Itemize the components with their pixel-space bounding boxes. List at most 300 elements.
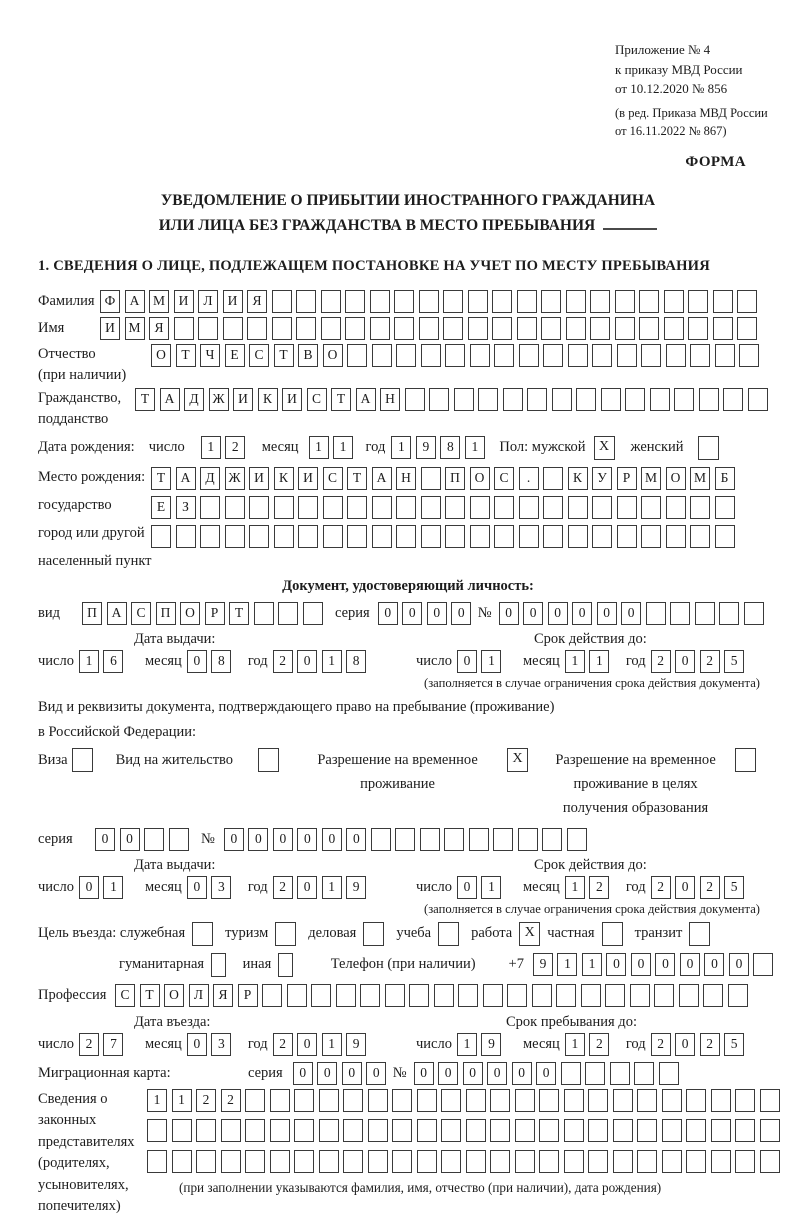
char-cell xyxy=(368,1089,388,1112)
residence-doc-dates xyxy=(38,857,778,917)
purpose-business-checkbox xyxy=(363,922,384,946)
appendix-line: от 10.12.2020 № 856 xyxy=(615,81,728,96)
char-cell xyxy=(169,828,189,851)
char-cell xyxy=(664,317,684,340)
residence-expiry-heading: Срок действия до: xyxy=(534,856,647,873)
char-cell xyxy=(517,317,537,340)
char-cell xyxy=(637,1119,657,1142)
issue-year-cells xyxy=(273,650,371,673)
representatives-note: (при заполнении указываются фамилия, имя, отчество (при наличии), дата рождения) xyxy=(179,1180,662,1195)
char-cell: 1 xyxy=(465,436,485,459)
char-cell: 3 xyxy=(211,1033,231,1056)
char-cell xyxy=(200,496,220,519)
stay-year-label: год xyxy=(625,1035,646,1052)
char-cell xyxy=(298,525,318,548)
representatives-label: Сведения о законных представителях (родителях, усыновителях, попечителях) xyxy=(38,1090,135,1214)
char-cell xyxy=(372,525,392,548)
entry-dates xyxy=(38,1014,778,1056)
char-cell xyxy=(144,828,164,851)
char-cell xyxy=(221,1150,241,1173)
char-cell: 1 xyxy=(557,953,577,976)
char-cell: П xyxy=(82,602,102,625)
birthplace-row3 xyxy=(151,525,739,548)
issue-month-cells xyxy=(187,650,236,673)
doc-number-cells xyxy=(499,602,769,625)
char-cell: 0 xyxy=(120,828,140,851)
char-cell xyxy=(468,290,488,313)
char-cell: 0 xyxy=(675,650,695,673)
char-cell xyxy=(517,290,537,313)
char-cell: 2 xyxy=(700,876,720,899)
char-cell xyxy=(319,1089,339,1112)
issue-month-label: месяц xyxy=(144,652,182,669)
purpose-humanitarian-label: гуманитарная xyxy=(119,956,205,972)
char-cell: 8 xyxy=(440,436,460,459)
temp-residence-edu-label: Разрешение на временное проживание в целях получения образования xyxy=(555,751,716,816)
char-cell xyxy=(198,317,218,340)
representatives-row3 xyxy=(147,1150,784,1173)
char-cell: 0 xyxy=(297,650,317,673)
expiry-date-heading: Срок действия до: xyxy=(534,630,647,647)
char-cell: 0 xyxy=(322,828,342,851)
char-cell xyxy=(552,388,572,411)
expiry-year-label: год xyxy=(625,652,646,669)
char-cell xyxy=(666,496,686,519)
name-label: Имя xyxy=(38,319,65,336)
stay-until-heading: Срок пребывания до: xyxy=(506,1013,637,1030)
expiry-month-cells xyxy=(565,650,614,673)
char-cell: С xyxy=(249,344,269,367)
char-cell xyxy=(674,388,694,411)
char-cell xyxy=(564,1150,584,1173)
char-cell xyxy=(646,602,666,625)
sex-male-checkbox: X xyxy=(594,436,615,460)
char-cell: 0 xyxy=(317,1062,337,1085)
char-cell xyxy=(323,525,343,548)
doc-type-cells xyxy=(82,602,327,625)
char-cell: 1 xyxy=(79,650,99,673)
char-cell xyxy=(515,1089,535,1112)
char-cell xyxy=(744,602,764,625)
char-cell xyxy=(590,290,610,313)
char-cell: Я xyxy=(213,984,233,1007)
char-cell xyxy=(753,953,773,976)
char-cell: 1 xyxy=(309,436,329,459)
char-cell xyxy=(568,496,588,519)
char-cell: 2 xyxy=(273,1033,293,1056)
char-cell: 0 xyxy=(621,602,641,625)
char-cell xyxy=(737,290,757,313)
phone-cells xyxy=(533,953,778,976)
char-cell xyxy=(670,602,690,625)
char-cell xyxy=(543,525,563,548)
stay-month-label: месяц xyxy=(522,1035,560,1052)
char-cell: 0 xyxy=(95,828,115,851)
char-cell: М xyxy=(149,290,169,313)
char-cell: И xyxy=(298,467,318,490)
birthdate-label: Дата рождения: xyxy=(38,438,135,455)
char-cell: И xyxy=(249,467,269,490)
char-cell: 1 xyxy=(457,1033,477,1056)
issue-day-cells xyxy=(79,650,128,673)
profession-cells xyxy=(115,984,752,1007)
char-cell xyxy=(417,1089,437,1112)
char-cell xyxy=(483,984,503,1007)
surname-label: Фамилия xyxy=(38,292,95,309)
residence-series-label: серия xyxy=(38,830,73,847)
char-cell xyxy=(564,1089,584,1112)
char-cell: С xyxy=(494,467,514,490)
residence-issue-day-cells xyxy=(79,876,128,899)
char-cell: 1 xyxy=(481,650,501,673)
char-cell xyxy=(592,496,612,519)
char-cell: 1 xyxy=(322,650,342,673)
char-cell xyxy=(564,1119,584,1142)
char-cell xyxy=(278,602,298,625)
char-cell: 8 xyxy=(211,650,231,673)
char-cell: Т xyxy=(140,984,160,1007)
char-cell xyxy=(405,388,425,411)
char-cell xyxy=(347,344,367,367)
char-cell: 5 xyxy=(724,650,744,673)
entry-month-label: месяц xyxy=(144,1035,182,1052)
stay-year-cells xyxy=(651,1033,749,1056)
char-cell xyxy=(466,1119,486,1142)
purpose-row2 xyxy=(119,953,778,977)
char-cell xyxy=(345,290,365,313)
char-cell xyxy=(561,1062,581,1085)
char-cell: А xyxy=(125,290,145,313)
char-cell xyxy=(223,317,243,340)
char-cell xyxy=(287,984,307,1007)
entry-date-heading: Дата въезда: xyxy=(134,1013,211,1030)
char-cell: К xyxy=(258,388,278,411)
char-cell: С xyxy=(131,602,151,625)
char-cell xyxy=(221,1119,241,1142)
char-cell xyxy=(372,496,392,519)
form-title-line2: ИЛИ ЛИЦА БЕЗ ГРАЖДАНСТВА В МЕСТО ПРЕБЫВАНИЯ xyxy=(38,213,778,238)
char-cell xyxy=(617,525,637,548)
representatives-block xyxy=(38,1089,778,1218)
purpose-tourism-checkbox xyxy=(275,922,296,946)
char-cell xyxy=(396,344,416,367)
char-cell xyxy=(347,496,367,519)
char-cell xyxy=(370,290,390,313)
char-cell xyxy=(319,1150,339,1173)
char-cell xyxy=(470,525,490,548)
char-cell: 3 xyxy=(211,876,231,899)
sex-female-checkbox xyxy=(698,436,719,460)
stay-day-cells xyxy=(457,1033,506,1056)
char-cell: И xyxy=(100,317,120,340)
purpose-row xyxy=(38,922,778,946)
appendix-line: Приложение № 4 xyxy=(615,42,711,57)
char-cell: 9 xyxy=(533,953,553,976)
char-cell: О xyxy=(470,467,490,490)
name-row xyxy=(38,317,778,340)
char-cell: 0 xyxy=(675,876,695,899)
char-cell xyxy=(576,388,596,411)
residence-permit-checkbox xyxy=(258,748,279,772)
char-cell: 0 xyxy=(297,1033,317,1056)
residence-expiry-day-cells xyxy=(457,876,506,899)
purpose-label: Цель въезда: служебная xyxy=(38,925,186,941)
birthdate-month-label: месяц xyxy=(261,438,299,455)
char-cell xyxy=(503,388,523,411)
char-cell xyxy=(429,388,449,411)
purpose-official-checkbox xyxy=(192,922,213,946)
char-cell: П xyxy=(156,602,176,625)
char-cell xyxy=(458,984,478,1007)
stay-day-label: число xyxy=(416,1035,452,1052)
char-cell xyxy=(493,828,513,851)
char-cell: С xyxy=(307,388,327,411)
char-cell xyxy=(494,525,514,548)
char-cell xyxy=(711,1089,731,1112)
char-cell xyxy=(690,344,710,367)
char-cell xyxy=(445,525,465,548)
char-cell: 1 xyxy=(322,1033,342,1056)
char-cell xyxy=(662,1119,682,1142)
char-cell: 5 xyxy=(724,876,744,899)
char-cell: 7 xyxy=(103,1033,123,1056)
citizenship-cells xyxy=(135,388,772,411)
char-cell xyxy=(323,496,343,519)
residence-issue-year-label: год xyxy=(247,878,268,895)
visa-label: Виза xyxy=(38,751,68,768)
char-cell: 1 xyxy=(201,436,221,459)
char-cell: Д xyxy=(184,388,204,411)
char-cell: У xyxy=(592,467,612,490)
char-cell: В xyxy=(298,344,318,367)
char-cell xyxy=(409,984,429,1007)
char-cell xyxy=(441,1089,461,1112)
char-cell xyxy=(147,1150,167,1173)
char-cell xyxy=(541,317,561,340)
char-cell xyxy=(625,388,645,411)
char-cell xyxy=(490,1150,510,1173)
char-cell: 0 xyxy=(704,953,724,976)
birthplace-cells xyxy=(151,467,739,548)
residence-series-cells xyxy=(95,828,193,851)
char-cell: 0 xyxy=(463,1062,483,1085)
residence-issue-month-label: месяц xyxy=(144,878,182,895)
char-cell: 0 xyxy=(297,828,317,851)
residence-issue-month-cells xyxy=(187,876,236,899)
char-cell xyxy=(686,1089,706,1112)
char-cell: 0 xyxy=(729,953,749,976)
char-cell: Ч xyxy=(200,344,220,367)
char-cell: 0 xyxy=(224,828,244,851)
char-cell xyxy=(748,388,768,411)
char-cell xyxy=(421,467,441,490)
char-cell: Ж xyxy=(209,388,229,411)
char-cell xyxy=(272,317,292,340)
char-cell xyxy=(556,984,576,1007)
temp-residence-option xyxy=(297,748,528,796)
profession-label: Профессия xyxy=(38,986,107,1003)
profession-row xyxy=(38,984,778,1007)
patronymic-cells xyxy=(151,344,764,367)
residence-permit-label: Вид на жительство xyxy=(115,751,234,768)
char-cell: 0 xyxy=(297,876,317,899)
char-cell xyxy=(468,317,488,340)
char-cell xyxy=(444,828,464,851)
char-cell xyxy=(630,984,650,1007)
identity-doc-dates xyxy=(38,631,778,691)
char-cell: 2 xyxy=(221,1089,241,1112)
char-cell xyxy=(699,388,719,411)
char-cell xyxy=(249,525,269,548)
char-cell xyxy=(654,984,674,1007)
char-cell xyxy=(343,1089,363,1112)
char-cell: 0 xyxy=(346,828,366,851)
char-cell: А xyxy=(356,388,376,411)
char-cell: 1 xyxy=(322,876,342,899)
char-cell xyxy=(345,317,365,340)
residence-number-cells xyxy=(224,828,592,851)
char-cell xyxy=(396,496,416,519)
char-cell xyxy=(466,1150,486,1173)
char-cell xyxy=(247,317,267,340)
char-cell xyxy=(245,1119,265,1142)
char-cell: . xyxy=(519,467,539,490)
char-cell xyxy=(519,496,539,519)
char-cell xyxy=(760,1150,780,1173)
birthdate-month-cells xyxy=(309,436,358,459)
char-cell xyxy=(392,1089,412,1112)
char-cell: Т xyxy=(274,344,294,367)
char-cell xyxy=(274,525,294,548)
char-cell: И xyxy=(223,290,243,313)
char-cell: 0 xyxy=(248,828,268,851)
char-cell xyxy=(590,317,610,340)
char-cell xyxy=(343,1150,363,1173)
migration-number-cells xyxy=(414,1062,684,1085)
char-cell xyxy=(321,317,341,340)
char-cell xyxy=(249,496,269,519)
char-cell: 0 xyxy=(273,828,293,851)
char-cell xyxy=(613,1150,633,1173)
char-cell xyxy=(637,1150,657,1173)
char-cell xyxy=(174,317,194,340)
char-cell: 0 xyxy=(572,602,592,625)
char-cell: 9 xyxy=(481,1033,501,1056)
form-title xyxy=(38,188,778,238)
char-cell: 1 xyxy=(172,1089,192,1112)
char-cell: С xyxy=(115,984,135,1007)
char-cell xyxy=(441,1119,461,1142)
char-cell xyxy=(588,1150,608,1173)
char-cell: 0 xyxy=(548,602,568,625)
char-cell: М xyxy=(690,467,710,490)
char-cell: 6 xyxy=(103,650,123,673)
char-cell xyxy=(294,1150,314,1173)
birthplace-row1 xyxy=(151,467,739,490)
migration-card-label: Миграционная карта: xyxy=(38,1064,171,1081)
birthplace-label: Место рождения: государство город или другой населенный пункт xyxy=(38,468,152,569)
entry-month-cells xyxy=(187,1033,236,1056)
char-cell: 0 xyxy=(187,1033,207,1056)
char-cell xyxy=(311,984,331,1007)
char-cell xyxy=(245,1089,265,1112)
char-cell: А xyxy=(107,602,127,625)
temp-residence-edu-checkbox xyxy=(735,748,756,772)
char-cell xyxy=(542,828,562,851)
char-cell: К xyxy=(568,467,588,490)
char-cell: 1 xyxy=(565,876,585,899)
char-cell xyxy=(715,496,735,519)
edition-line: от 16.11.2022 № 867) xyxy=(615,124,727,138)
issue-date-heading: Дата выдачи: xyxy=(134,630,216,647)
char-cell xyxy=(420,828,440,851)
char-cell xyxy=(151,525,171,548)
issue-day-label: число xyxy=(38,652,74,669)
char-cell: Т xyxy=(347,467,367,490)
visa-checkbox xyxy=(72,748,93,772)
migration-number-label: № xyxy=(392,1064,407,1081)
identity-doc-heading: Документ, удостоверяющий личность: xyxy=(282,577,534,594)
char-cell: 0 xyxy=(536,1062,556,1085)
char-cell xyxy=(613,1089,633,1112)
char-cell xyxy=(147,1119,167,1142)
char-cell xyxy=(723,388,743,411)
char-cell: 2 xyxy=(79,1033,99,1056)
purpose-work-checkbox: X xyxy=(519,922,540,946)
purpose-humanitarian-checkbox xyxy=(211,953,226,977)
char-cell: 0 xyxy=(414,1062,434,1085)
char-cell xyxy=(172,1119,192,1142)
char-cell xyxy=(490,1119,510,1142)
char-cell xyxy=(254,602,274,625)
char-cell xyxy=(686,1150,706,1173)
char-cell: О xyxy=(180,602,200,625)
char-cell xyxy=(445,496,465,519)
edition-line: (в ред. Приказа МВД России xyxy=(615,105,768,120)
char-cell xyxy=(360,984,380,1007)
purpose-work-label: работа xyxy=(471,925,513,941)
char-cell: 2 xyxy=(651,650,671,673)
char-cell: И xyxy=(174,290,194,313)
birthdate-year-cells xyxy=(391,436,489,459)
char-cell xyxy=(470,496,490,519)
char-cell xyxy=(532,984,552,1007)
char-cell xyxy=(515,1150,535,1173)
visa-option xyxy=(38,748,93,772)
char-cell xyxy=(368,1150,388,1173)
char-cell xyxy=(713,317,733,340)
char-cell xyxy=(394,290,414,313)
char-cell: 0 xyxy=(523,602,543,625)
char-cell: Н xyxy=(396,467,416,490)
char-cell xyxy=(641,525,661,548)
char-cell xyxy=(441,1150,461,1173)
char-cell xyxy=(760,1119,780,1142)
char-cell: Р xyxy=(617,467,637,490)
char-cell xyxy=(690,525,710,548)
appendix-line: к приказу МВД России xyxy=(615,61,743,77)
birthdate-row xyxy=(38,436,778,460)
char-cell: Я xyxy=(149,317,169,340)
char-cell: Н xyxy=(380,388,400,411)
char-cell xyxy=(296,317,316,340)
char-cell xyxy=(434,984,454,1007)
char-cell xyxy=(662,1150,682,1173)
char-cell: 2 xyxy=(700,650,720,673)
char-cell: 9 xyxy=(346,1033,366,1056)
char-cell: 1 xyxy=(481,876,501,899)
char-cell: П xyxy=(445,467,465,490)
